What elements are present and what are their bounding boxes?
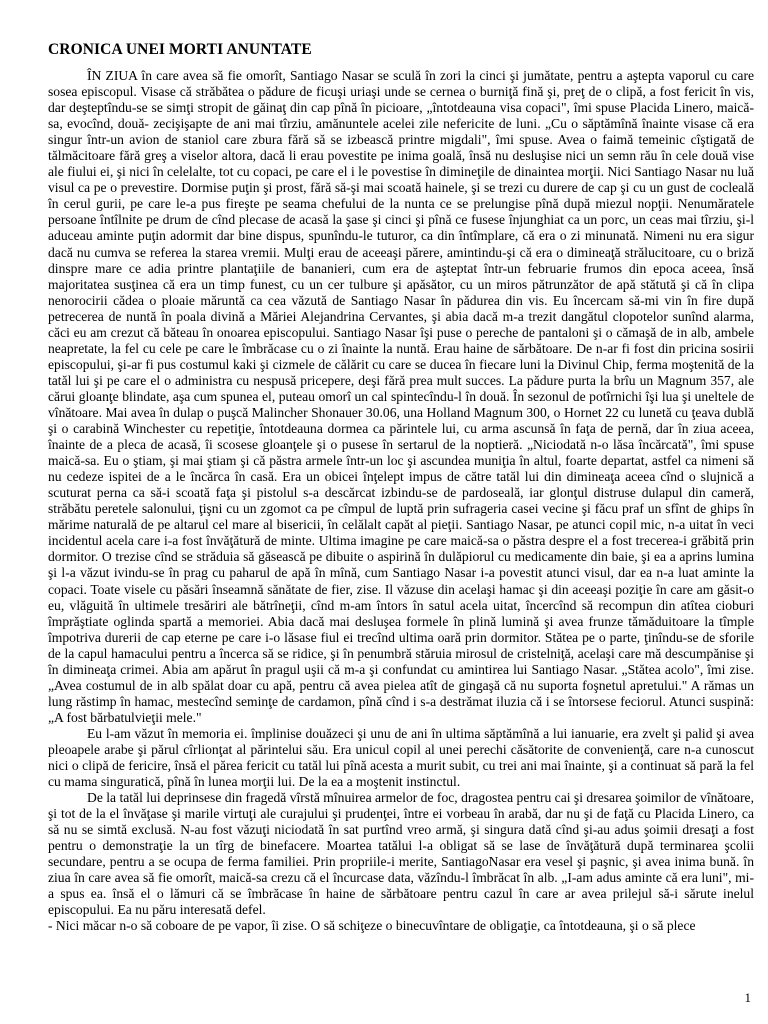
- body-paragraph: ÎN ZIUA în care avea să fie omorît, Santiago Nasar se sculă în zori la cinci şi jumătate, pentru a aştepta vaporul cu care sosea episcopul. Visase că străbătea o pădure de ficuşi uriaşi unde se cernea o burniţă fină şi, preţ de o clipă, a fost fericit în vis, dar deşteptîndu-se se simţi stropit de găinaţ din cap pînă în picioare, „întotdeauna visa copaci", îmi spuse Placida Linero, maică-sa, evocînd, două- zecişişapte de ani mai tîrziu, amănuntele acelei zile nefericite de luni. „Cu o săptămînă înainte visase că era singur într-un avion de staniol care zbura fără să se izbească printre migdali", îmi spuse. Avea o faimă temeinic cîştigată de tălmăcitoare fără greş a viselor altora, dacă li erau povestite pe inima goală, însă nu desluşise nici un semn rău în cele două vise ale fiului ei, şi nici în celelalte, tot cu copaci, pe care el i le povestise în dimineţile de dinaintea morţii. Nici Santiago Nasar nu luă visul ca pe o prevestire. Dormise puţin şi prost, fără să-şi mai scoată hainele, şi se trezi cu durere de cap şi cu un gust de cocleală în cerul gurii, pe care le-a pus fireşte pe seama chefului de la nunta ce se prelungise pînă după miezul nopţii. Nenumăratele persoane întîlnite pe drum de cînd plecase de acasă la şase şi cinci şi pînă ce fusese înjunghiat ca un porc, un ceas mai tîrziu, şi-l aduceau aminte puţin adormit dar bine dispus, spunîndu-le tuturor, ca din întîmplare, că era o zi minunată. Nimeni nu era sigur dacă nu cumva se referea la starea vremii. Mulţi erau de aceeaşi părere, amintindu-şi că era o dimineaţă strălucitoare, cu o briză dinspre mare ce adia printre plantaţiile de bananieri, cum era de aşteptat într-un februarie frumos din epoca aceea, însă majoritatea susţinea că era un timp funest, cu un cer tulbure şi apăsător, cu un miros pătrunzător de apă stătută şi că în clipa nenorocirii cădea o ploaie măruntă ca cea văzută de Santiago Nasar în pădurea din vis. Eu încercam să-mi vin în fire după petrecerea de nuntă în poala divină a Măriei Alejandrina Cervantes, şi abia dacă m-a trezit dangătul clopotelor sunînd alarma, căci eu am crezut că băteau în onoarea episcopului. Santiago Nasar îşi puse o pereche de pantaloni şi o cămaşă de in alb, ambele neapretate, la fel cu cele pe care le îmbrăcase cu o zi înainte la nuntă. Erau haine de sărbătoare. De n-ar fi fost din pricina sosirii episcopului, şi-ar fi pus costumul kaki şi cizmele de călărit cu care se ducea în fiecare luni la Divinul Chip, ferma moştenită de la tatăl lui şi pe care el o administra cu nespusă pricepere, deşi fără prea mult succes. La pădure purta la brîu un Magnum 357, ale cărui gloanţe blindate, aşa cum spunea el, puteau omorî un cal spintecîndu-l în două. În sezonul de potîrnichi îşi lua şi uneltele de vînătoare. Mai avea în dulap o puşcă Malincher Shonauer 30.06, una Holland Magnum 300, o Hornet 22 cu lunetă cu ţeava dublă şi o carabină Winchester cu repetiţie, întotdeauna dormea ca părintele lui, cu arma ascunsă în faţa de pernă, dar în ziua aceea, înainte de a pleca de acasă, îi scosese gloanţele şi o pusese în sertarul de la noptieră. „Niciodată n-o lăsa încărcată", îmi spuse maică-sa. Eu o ştiam, şi mai ştiam şi că păstra armele într-un loc şi ascundea muniţia în altul, foarte departat, astfel ca nimeni să nu cedeze ispitei de a le încărca în casă. Era un obicei înţelept impus de către tatăl lui din dimineaţa aceea cînd o slujnică a scuturat perna ca să-i scoată faţa şi pistolul s-a descărcat izbindu-se de pardoseală, iar glonţul distruse dulapul din cameră, străbătu peretele salonului, ţişni cu un zgomot ca pe cîmpul de luptă prin sufrageria casei vecine şi făcu praf un sfînt de ghips în mărime naturală de pe altarul cel mare al bisericii, în celălalt capăt al pieţii. Santiago Nasar, pe atunci copil mic, n-a uitat în veci incidentul acela care i-a fost învăţătură de minte. Ultima imagine pe care maică-sa o păstra despre el a fost trecerea-i grăbită prin dormitor. O trezise cînd se străduia să găsească pe dibuite o aspirină în dulăpiorul cu medicamente din baie, şi ea a aprins lumina şi l-a văzut ivindu-se în prag cu paharul de apă în mînă, cum Santiago Nasar i-a povestit atunci visul, dar ea n-a luat aminte la copaci. Toate visele cu păsări înseamnă sănătate de fier, zise. Il văzuse din acelaşi hamac şi din aceeaşi poziţie în care am găsit-o eu, vlăguită în ultimele tresăriri ale bătrîneţii, cînd m-am întors în satul acela uitat, încercînd să recompun din atîtea cioburi împrăştiate oglinda spartă a memoriei. Abia dacă mai desluşea formele în plină lumină şi avea frunze tămăduitoare la tîmple împotriva durerii de cap eterne pe care i-o lăsase fiul ei trecînd ultima oară prin dormitor. Stătea pe o parte, ţinîndu-se de sforile de la capul hamacului pentru a încerca să se ridice, şi în penumbră stăruia mirosul de cristelniţă, acelaşi care mă descumpănise şi în dimineaţa crimei. Abia am apărut în pragul uşii că m-a şi confundat cu amintirea lui Santiago Nasar. „Stătea acolo", îmi zise. „Avea costumul de in alb spălat doar cu apă, pentru că avea pielea atît de gingaşă că nu suporta foşnetul apretului." A rămas un lung răstimp în hamac, mestecînd seminţe de cardamon, pînă cînd i s-a destrămat iluzia că i se întorsese feciorul. Atunci suspină: „A fost bărbatulvieţii mele.": [48, 68, 754, 725]
- page-number: 1: [744, 990, 751, 1005]
- document-title: CRONICA UNEI MORTI ANUNTATE: [48, 41, 312, 58]
- document-body: [48, 68, 754, 935]
- body-paragraph: De la tatăl lui deprinsese din fragedă vîrstă mînuirea armelor de foc, dragostea pentru cai şi dresarea şoimilor de vînătoare, şi tot de la el învăţase şi marile virtuţi ale curajului şi prudenţei, între ei vorbeau în arabă, dar nu şi de faţă cu Placida Linero, ca să nu se simtă exclusă. N-au fost văzuţi niciodată în sat purtînd vreo armă, şi singura dată cînd şi-au adus şoimii dresaţi a fost pentru o demonstraţie la un tîrg de binefacere. Moartea tatălui l-a obligat să se lase de învăţătură după terminarea şcolii secundare, pentru a se ocupa de ferma familiei. Prin propriile-i merite, SantiagoNasar era vesel şi paşnic, şi avea inima bună. în ziua în care avea să fie omorît, maică-sa crezu că el încurcase data, văzîndu-l îmbrăcat în alb. „I-am adus aminte că era luni", mi-a spus ea. însă el o lămuri că se îmbrăcase în haine de sărbătoare pentru cazul în care ar avea prilejul să-i sărute inelul episcopului. Ea nu păru interesată defel.: [48, 790, 754, 918]
- dialogue-line: - Nici măcar n-o să coboare de pe vapor, îi zise. O să schiţeze o binecuvîntare de obligaţie, ca întotdeauna, şi o să plece: [48, 918, 696, 934]
- body-paragraph: Eu l-am văzut în memoria ei. împlinise douăzeci şi unu de ani în ultima săptămînă a lui ianuarie, era zvelt şi palid şi avea pleoapele arabe şi părul cîrlionţat al părintelui său. Era unicul copil al unei perechi căsătorite de convenienţă, care n-a cunoscut nici o clipă de fericire, însă el părea fericit cu tatăl lui pînă acesta a murit subit, cu trei ani mai înainte, şi a continuat să pară la fel cu mama singuratică, pînă în lunea morţii lui. De la ea a moştenit instinctul.: [48, 725, 754, 790]
